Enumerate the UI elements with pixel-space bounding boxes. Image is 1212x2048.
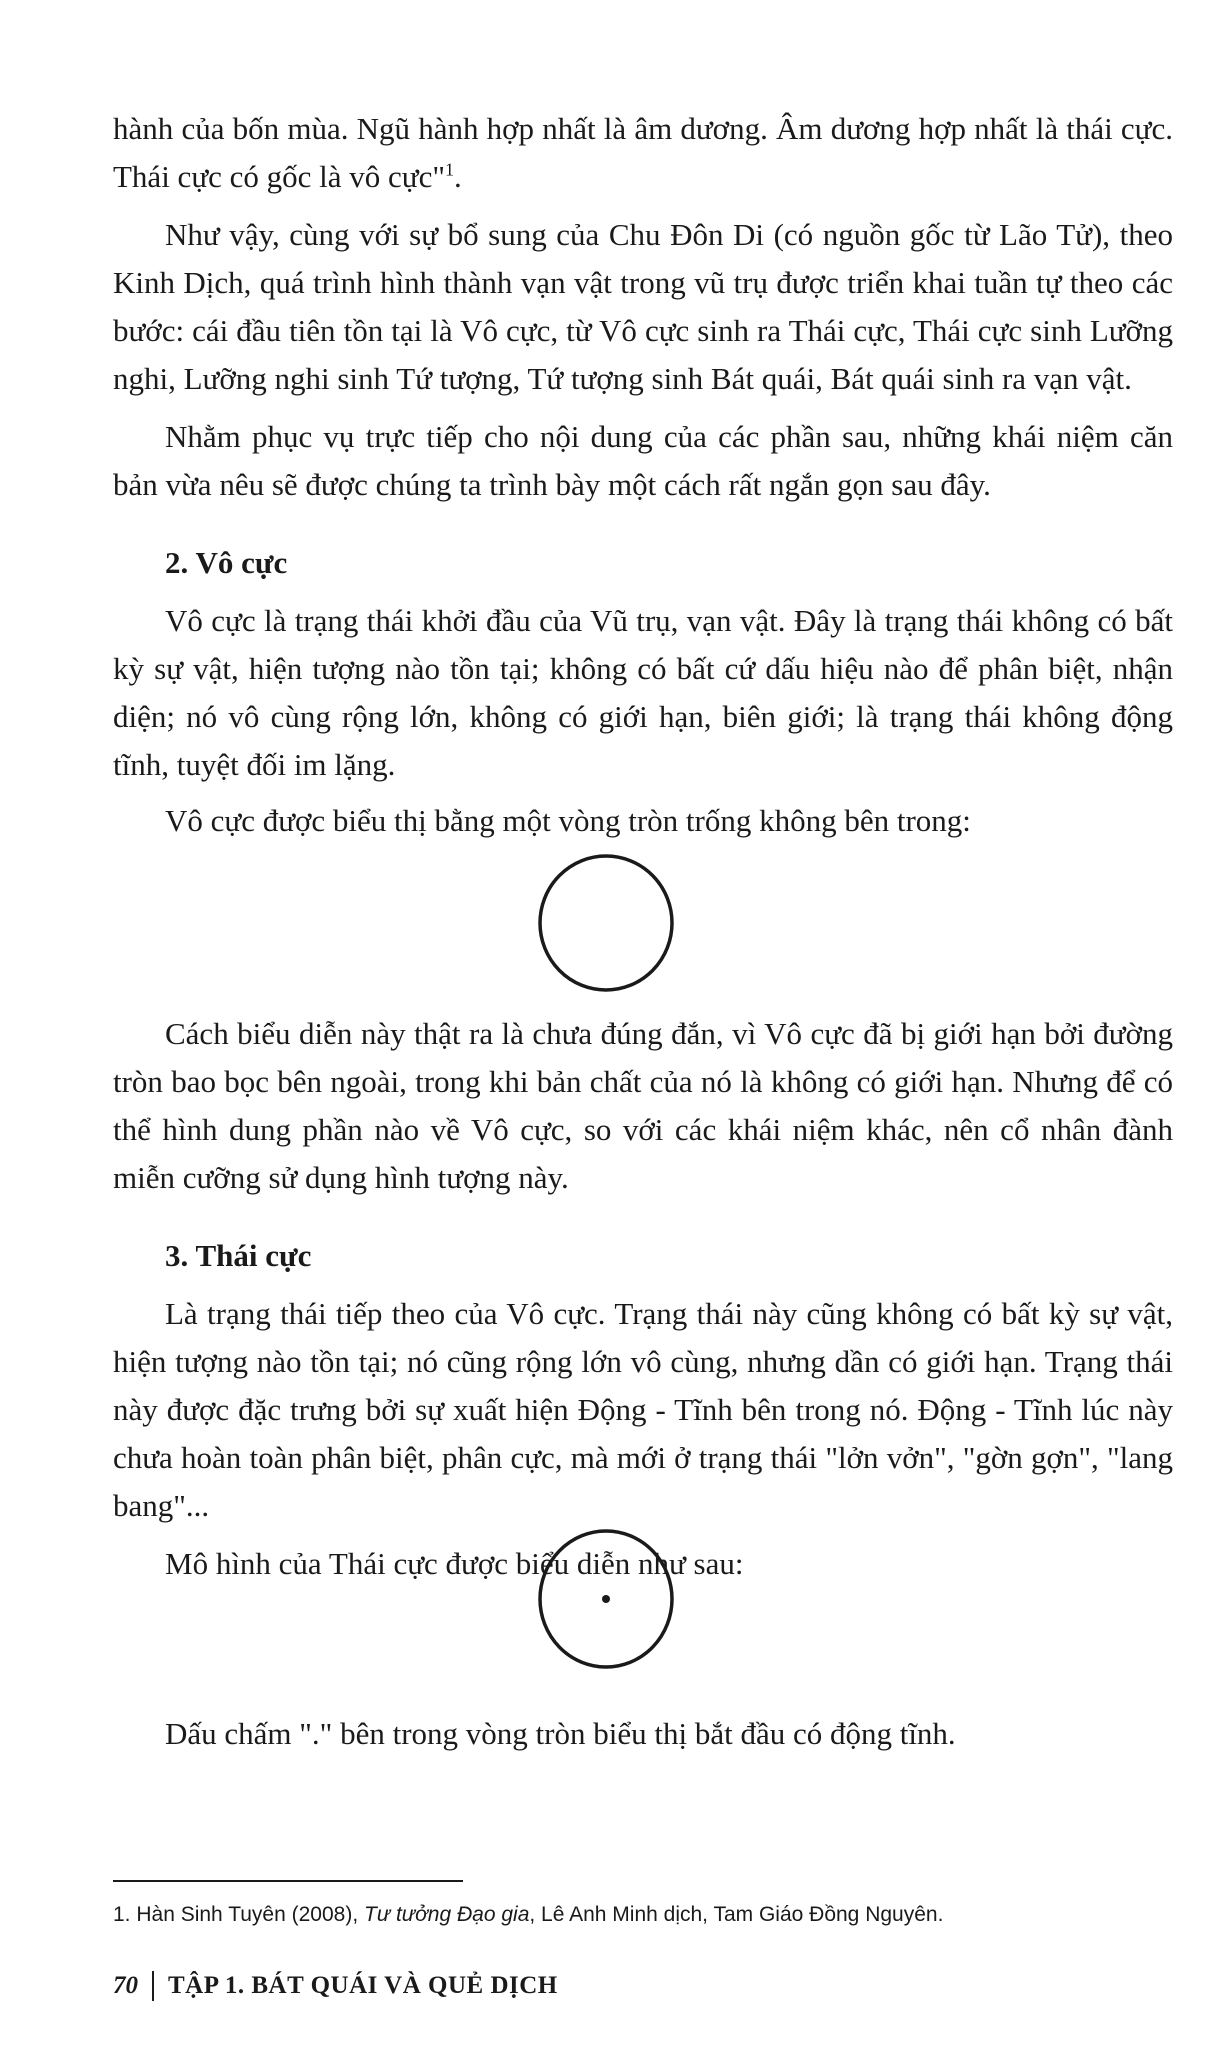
text-block-bottom <box>113 1710 1173 1758</box>
page-footer <box>113 1970 558 2002</box>
text-block-top <box>113 105 1173 845</box>
page-number: 70 <box>113 1972 138 1999</box>
vo-cuc-figure <box>0 853 1212 993</box>
empty-circle-icon <box>536 853 676 993</box>
footnote: 1. Hàn Sinh Tuyên (2008), Tư tưởng Đạo gia, Lê Anh Minh dịch, Tam Giáo Đồng Nguyên. <box>113 1903 944 1926</box>
footnote-divider <box>113 1880 463 1882</box>
section-heading-vo-cuc: 2. Vô cực <box>165 545 288 580</box>
paragraph: Vô cực là trạng thái khởi đầu của Vũ trụ, vạn vật. Đây là trạng thái không có bất kỳ sự vật, hiện tượng nào tồn tại; không có bất cứ dấu hiệu nào để phân biệt, nhận diện; nó vô cùng rộng lớn, không có giới hạn, biên giới; là trạng thái không động tĩnh, tuyệt đối im lặng. <box>113 603 1173 782</box>
dotted-circle-icon <box>536 1528 676 1670</box>
paragraph: Cách biểu diễn này thật ra là chưa đúng đắn, vì Vô cực đã bị giới hạn bởi đường tròn bao bọc bên ngoài, trong khi bản chất của nó là không có giới hạn. Nhưng để có thể hình dung phần nào về Vô cực, so với các khái niệm khác, nên cổ nhân đành miễn cưỡng sử dụng hình tượng này. <box>113 1016 1173 1195</box>
section-heading-thai-cuc: 3. Thái cực <box>165 1238 312 1273</box>
paragraph: Là trạng thái tiếp theo của Vô cực. Trạng thái này cũng không có bất kỳ sự vật, hiện tượng nào tồn tại; nó cũng rộng lớn vô cùng, nhưng dần có giới hạn. Trạng thái này được đặc trưng bởi sự xuất hiện Động - Tĩnh bên trong nó. Động - Tĩnh lúc này chưa hoàn toàn phân biệt, phân cực, mà mới ở trạng thái "lởn vởn", "gờn gợn", "lang bang"... <box>113 1296 1173 1523</box>
paragraph: Vô cực được biểu thị bằng một vòng tròn trống không bên trong: <box>165 803 971 838</box>
thai-cuc-figure <box>0 1528 1212 1670</box>
footnote-book-title: Tư tưởng Đạo gia <box>364 1903 530 1926</box>
running-title: TẬP 1. BÁT QUÁI VÀ QUẺ DỊCH <box>168 1972 558 1999</box>
text-block-middle <box>113 1010 1173 1588</box>
footer-separator <box>152 1971 154 2001</box>
paragraph: Nhằm phục vụ trực tiếp cho nội dung của các phần sau, những khái niệm căn bản vừa nêu sẽ được chúng ta trình bày một cách rất ngắn gọn sau đây. <box>113 419 1173 502</box>
paragraph: Mô hình của Thái cực được biểu diễn như sau: <box>165 1546 744 1581</box>
footnote-marker: 1 <box>445 159 454 180</box>
paragraph: Như vậy, cùng với sự bổ sung của Chu Đôn Di (có nguồn gốc từ Lão Tử), theo Kinh Dịch, quá trình hình thành vạn vật trong vũ trụ được triển khai tuần tự theo các bước: cái đầu tiên tồn tại là Vô cực, từ Vô cực sinh ra Thái cực, Thái cực sinh Lưỡng nghi, Lưỡng nghi sinh Tứ tượng, Tứ tượng sinh Bát quái, Bát quái sinh ra vạn vật. <box>113 217 1173 396</box>
paragraph: Dấu chấm "." bên trong vòng tròn biểu thị bắt đầu có động tĩnh. <box>165 1716 956 1751</box>
paragraph-continued: hành của bốn mùa. Ngũ hành hợp nhất là âm dương. Âm dương hợp nhất là thái cực. Thái cực có gốc là vô cực"$^1$. <box>113 111 1173 194</box>
